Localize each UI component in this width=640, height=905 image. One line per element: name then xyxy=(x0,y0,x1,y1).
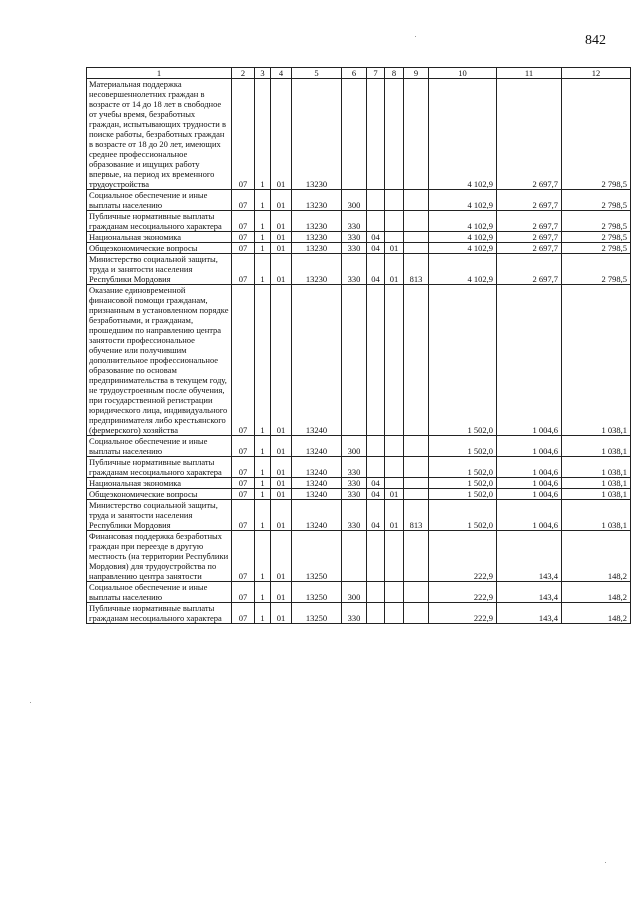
cell-col-9 xyxy=(404,79,429,190)
cell-col-6: 330 xyxy=(342,232,367,243)
cell-col-10: 222,9 xyxy=(429,603,497,624)
cell-col-9 xyxy=(404,582,429,603)
cell-col-12: 2 798,5 xyxy=(562,232,631,243)
column-header-4: 4 xyxy=(271,68,292,79)
cell-col-5: 13240 xyxy=(292,478,342,489)
cell-col-8: 01 xyxy=(385,500,404,531)
cell-col-2: 07 xyxy=(232,79,255,190)
cell-col-5: 13240 xyxy=(292,285,342,436)
table-row xyxy=(87,478,631,489)
cell-col-3: 1 xyxy=(255,489,271,500)
cell-col-2: 07 xyxy=(232,582,255,603)
cell-col-4: 01 xyxy=(271,478,292,489)
cell-col-5: 13230 xyxy=(292,254,342,285)
table-row xyxy=(87,500,631,531)
cell-col-5: 13250 xyxy=(292,582,342,603)
cell-col-11: 1 004,6 xyxy=(497,489,562,500)
cell-col-10: 4 102,9 xyxy=(429,243,497,254)
cell-col-6: 330 xyxy=(342,254,367,285)
cell-col-10: 4 102,9 xyxy=(429,254,497,285)
cell-col-11: 2 697,7 xyxy=(497,211,562,232)
row-name-cell: Финансовая поддержка безработных граждан при переезде в другую местность (на территории Республики Мордовия) для трудоустройства по направлению центра занятости xyxy=(87,531,232,582)
cell-col-4: 01 xyxy=(271,489,292,500)
cell-col-7 xyxy=(367,436,385,457)
cell-col-8: 01 xyxy=(385,254,404,285)
cell-col-6 xyxy=(342,79,367,190)
cell-col-3: 1 xyxy=(255,531,271,582)
table-row xyxy=(87,254,631,285)
table-row xyxy=(87,211,631,232)
cell-col-10: 4 102,9 xyxy=(429,232,497,243)
cell-col-11: 2 697,7 xyxy=(497,190,562,211)
cell-col-6: 330 xyxy=(342,489,367,500)
row-name-cell: Министерство социальной защиты, труда и занятости населения Республики Мордовия xyxy=(87,254,232,285)
cell-col-2: 07 xyxy=(232,211,255,232)
cell-col-11: 143,4 xyxy=(497,603,562,624)
page-number: 842 xyxy=(585,33,606,48)
cell-col-8 xyxy=(385,436,404,457)
cell-col-4: 01 xyxy=(271,190,292,211)
cell-col-2: 07 xyxy=(232,254,255,285)
cell-col-4: 01 xyxy=(271,500,292,531)
cell-col-9 xyxy=(404,436,429,457)
cell-col-9 xyxy=(404,478,429,489)
row-name-cell: Министерство социальной защиты, труда и занятости населения Республики Мордовия xyxy=(87,500,232,531)
cell-col-7: 04 xyxy=(367,232,385,243)
row-name-cell: Общеэкономические вопросы xyxy=(87,489,232,500)
cell-col-5: 13230 xyxy=(292,232,342,243)
cell-col-7: 04 xyxy=(367,500,385,531)
cell-col-7: 04 xyxy=(367,478,385,489)
cell-col-6: 300 xyxy=(342,436,367,457)
cell-col-6: 330 xyxy=(342,457,367,478)
table-row xyxy=(87,190,631,211)
cell-col-7 xyxy=(367,190,385,211)
cell-col-12: 2 798,5 xyxy=(562,79,631,190)
cell-col-9 xyxy=(404,603,429,624)
row-name-cell: Оказание единовременной финансовой помощи гражданам, признанным в установленном порядке безработными, и гражданам, прошедшим по направлению центра занятости профессиональное обучение или получившим дополнительное профессиональное образование по основам предпринимательства в текущем году, не трудоустроенным после обучения, при государственной регистрации юридического лица, индивидуального предпринимателя либо крестьянского (фермерского) хозяйства xyxy=(87,285,232,436)
cell-col-11: 1 004,6 xyxy=(497,457,562,478)
cell-col-6: 330 xyxy=(342,478,367,489)
cell-col-8 xyxy=(385,211,404,232)
row-name-cell: Социальное обеспечение и иные выплаты населению xyxy=(87,582,232,603)
cell-col-2: 07 xyxy=(232,500,255,531)
column-header-11: 11 xyxy=(497,68,562,79)
cell-col-2: 07 xyxy=(232,603,255,624)
cell-col-8 xyxy=(385,232,404,243)
cell-col-11: 1 004,6 xyxy=(497,500,562,531)
row-name-cell: Национальная экономика xyxy=(87,478,232,489)
cell-col-5: 13240 xyxy=(292,500,342,531)
cell-col-2: 07 xyxy=(232,285,255,436)
table-row xyxy=(87,285,631,436)
table-row xyxy=(87,531,631,582)
cell-col-11: 2 697,7 xyxy=(497,79,562,190)
cell-col-5: 13240 xyxy=(292,436,342,457)
cell-col-4: 01 xyxy=(271,79,292,190)
cell-col-9: 813 xyxy=(404,254,429,285)
cell-col-10: 222,9 xyxy=(429,582,497,603)
row-name-cell: Социальное обеспечение и иные выплаты населению xyxy=(87,190,232,211)
cell-col-5: 13240 xyxy=(292,457,342,478)
table-row xyxy=(87,79,631,190)
cell-col-3: 1 xyxy=(255,243,271,254)
table-row xyxy=(87,436,631,457)
cell-col-4: 01 xyxy=(271,211,292,232)
cell-col-12: 1 038,1 xyxy=(562,436,631,457)
cell-col-12: 2 798,5 xyxy=(562,243,631,254)
cell-col-6 xyxy=(342,285,367,436)
cell-col-12: 1 038,1 xyxy=(562,457,631,478)
column-header-3: 3 xyxy=(255,68,271,79)
cell-col-2: 07 xyxy=(232,457,255,478)
cell-col-2: 07 xyxy=(232,436,255,457)
cell-col-12: 148,2 xyxy=(562,603,631,624)
cell-col-6 xyxy=(342,531,367,582)
row-name-cell: Публичные нормативные выплаты гражданам несоциального характера xyxy=(87,211,232,232)
cell-col-3: 1 xyxy=(255,603,271,624)
cell-col-6: 330 xyxy=(342,243,367,254)
cell-col-10: 1 502,0 xyxy=(429,457,497,478)
cell-col-4: 01 xyxy=(271,243,292,254)
cell-col-11: 2 697,7 xyxy=(497,254,562,285)
cell-col-7: 04 xyxy=(367,254,385,285)
cell-col-9 xyxy=(404,457,429,478)
cell-col-9 xyxy=(404,190,429,211)
column-header-5: 5 xyxy=(292,68,342,79)
row-name-cell: Публичные нормативные выплаты гражданам несоциального характера xyxy=(87,603,232,624)
cell-col-3: 1 xyxy=(255,211,271,232)
table-row xyxy=(87,243,631,254)
cell-col-8 xyxy=(385,190,404,211)
cell-col-11: 143,4 xyxy=(497,582,562,603)
cell-col-2: 07 xyxy=(232,489,255,500)
cell-col-8 xyxy=(385,531,404,582)
cell-col-3: 1 xyxy=(255,232,271,243)
cell-col-7 xyxy=(367,79,385,190)
cell-col-7 xyxy=(367,457,385,478)
row-name-cell: Публичные нормативные выплаты гражданам несоциального характера xyxy=(87,457,232,478)
column-header-1: 1 xyxy=(87,68,232,79)
cell-col-4: 01 xyxy=(271,232,292,243)
cell-col-4: 01 xyxy=(271,603,292,624)
cell-col-2: 07 xyxy=(232,190,255,211)
cell-col-12: 148,2 xyxy=(562,582,631,603)
cell-col-3: 1 xyxy=(255,254,271,285)
cell-col-11: 2 697,7 xyxy=(497,232,562,243)
column-header-7: 7 xyxy=(367,68,385,79)
cell-col-10: 1 502,0 xyxy=(429,285,497,436)
cell-col-7 xyxy=(367,211,385,232)
cell-col-9 xyxy=(404,489,429,500)
row-name-cell: Национальная экономика xyxy=(87,232,232,243)
cell-col-5: 13240 xyxy=(292,489,342,500)
cell-col-10: 1 502,0 xyxy=(429,436,497,457)
cell-col-3: 1 xyxy=(255,436,271,457)
cell-col-8: 01 xyxy=(385,243,404,254)
cell-col-3: 1 xyxy=(255,478,271,489)
cell-col-12: 1 038,1 xyxy=(562,285,631,436)
cell-col-6: 330 xyxy=(342,211,367,232)
cell-col-12: 1 038,1 xyxy=(562,489,631,500)
cell-col-2: 07 xyxy=(232,531,255,582)
cell-col-3: 1 xyxy=(255,582,271,603)
cell-col-4: 01 xyxy=(271,457,292,478)
cell-col-12: 2 798,5 xyxy=(562,254,631,285)
cell-col-3: 1 xyxy=(255,500,271,531)
row-name-cell: Материальная поддержка несовершеннолетних граждан в возрасте от 14 до 18 лет в свободное от учебы время, безработных граждан, испытывающих трудности в поиске работы, безработных граждан в возрасте от 18 до 20 лет, имеющих среднее профессиональное образование и ищущих работу впервые, на период их временного трудоустройства xyxy=(87,79,232,190)
cell-col-3: 1 xyxy=(255,457,271,478)
cell-col-2: 07 xyxy=(232,478,255,489)
cell-col-3: 1 xyxy=(255,285,271,436)
cell-col-10: 222,9 xyxy=(429,531,497,582)
cell-col-2: 07 xyxy=(232,243,255,254)
cell-col-8 xyxy=(385,285,404,436)
cell-col-9 xyxy=(404,232,429,243)
cell-col-7 xyxy=(367,603,385,624)
cell-col-7: 04 xyxy=(367,489,385,500)
cell-col-4: 01 xyxy=(271,531,292,582)
table-header-row xyxy=(87,68,631,79)
column-header-10: 10 xyxy=(429,68,497,79)
table-row xyxy=(87,232,631,243)
cell-col-3: 1 xyxy=(255,190,271,211)
cell-col-10: 4 102,9 xyxy=(429,211,497,232)
cell-col-3: 1 xyxy=(255,79,271,190)
cell-col-7 xyxy=(367,285,385,436)
cell-col-10: 4 102,9 xyxy=(429,190,497,211)
cell-col-6: 300 xyxy=(342,190,367,211)
budget-table xyxy=(86,67,631,624)
cell-col-8 xyxy=(385,582,404,603)
cell-col-12: 1 038,1 xyxy=(562,478,631,489)
cell-col-12: 148,2 xyxy=(562,531,631,582)
cell-col-7 xyxy=(367,531,385,582)
cell-col-4: 01 xyxy=(271,436,292,457)
cell-col-9 xyxy=(404,243,429,254)
cell-col-11: 1 004,6 xyxy=(497,436,562,457)
column-header-8: 8 xyxy=(385,68,404,79)
cell-col-4: 01 xyxy=(271,254,292,285)
cell-col-10: 1 502,0 xyxy=(429,500,497,531)
cell-col-8 xyxy=(385,603,404,624)
cell-col-10: 1 502,0 xyxy=(429,478,497,489)
table-row xyxy=(87,489,631,500)
cell-col-11: 143,4 xyxy=(497,531,562,582)
cell-col-10: 4 102,9 xyxy=(429,79,497,190)
cell-col-12: 2 798,5 xyxy=(562,211,631,232)
cell-col-5: 13230 xyxy=(292,211,342,232)
cell-col-11: 1 004,6 xyxy=(497,478,562,489)
cell-col-5: 13230 xyxy=(292,243,342,254)
cell-col-6: 300 xyxy=(342,582,367,603)
cell-col-5: 13230 xyxy=(292,79,342,190)
column-header-9: 9 xyxy=(404,68,429,79)
column-header-2: 2 xyxy=(232,68,255,79)
cell-col-9 xyxy=(404,285,429,436)
cell-col-4: 01 xyxy=(271,285,292,436)
cell-col-11: 1 004,6 xyxy=(497,285,562,436)
cell-col-9 xyxy=(404,211,429,232)
table-row xyxy=(87,582,631,603)
cell-col-11: 2 697,7 xyxy=(497,243,562,254)
cell-col-8 xyxy=(385,457,404,478)
cell-col-6: 330 xyxy=(342,603,367,624)
cell-col-12: 1 038,1 xyxy=(562,500,631,531)
cell-col-12: 2 798,5 xyxy=(562,190,631,211)
cell-col-5: 13230 xyxy=(292,190,342,211)
cell-col-4: 01 xyxy=(271,582,292,603)
cell-col-2: 07 xyxy=(232,232,255,243)
cell-col-9 xyxy=(404,531,429,582)
row-name-cell: Общеэкономические вопросы xyxy=(87,243,232,254)
cell-col-8: 01 xyxy=(385,489,404,500)
table-row xyxy=(87,457,631,478)
table-row xyxy=(87,603,631,624)
cell-col-8 xyxy=(385,478,404,489)
cell-col-5: 13250 xyxy=(292,531,342,582)
cell-col-7: 04 xyxy=(367,243,385,254)
cell-col-9: 813 xyxy=(404,500,429,531)
cell-col-8 xyxy=(385,79,404,190)
cell-col-7 xyxy=(367,582,385,603)
column-header-12: 12 xyxy=(562,68,631,79)
row-name-cell: Социальное обеспечение и иные выплаты населению xyxy=(87,436,232,457)
cell-col-10: 1 502,0 xyxy=(429,489,497,500)
column-header-6: 6 xyxy=(342,68,367,79)
cell-col-5: 13250 xyxy=(292,603,342,624)
cell-col-6: 330 xyxy=(342,500,367,531)
